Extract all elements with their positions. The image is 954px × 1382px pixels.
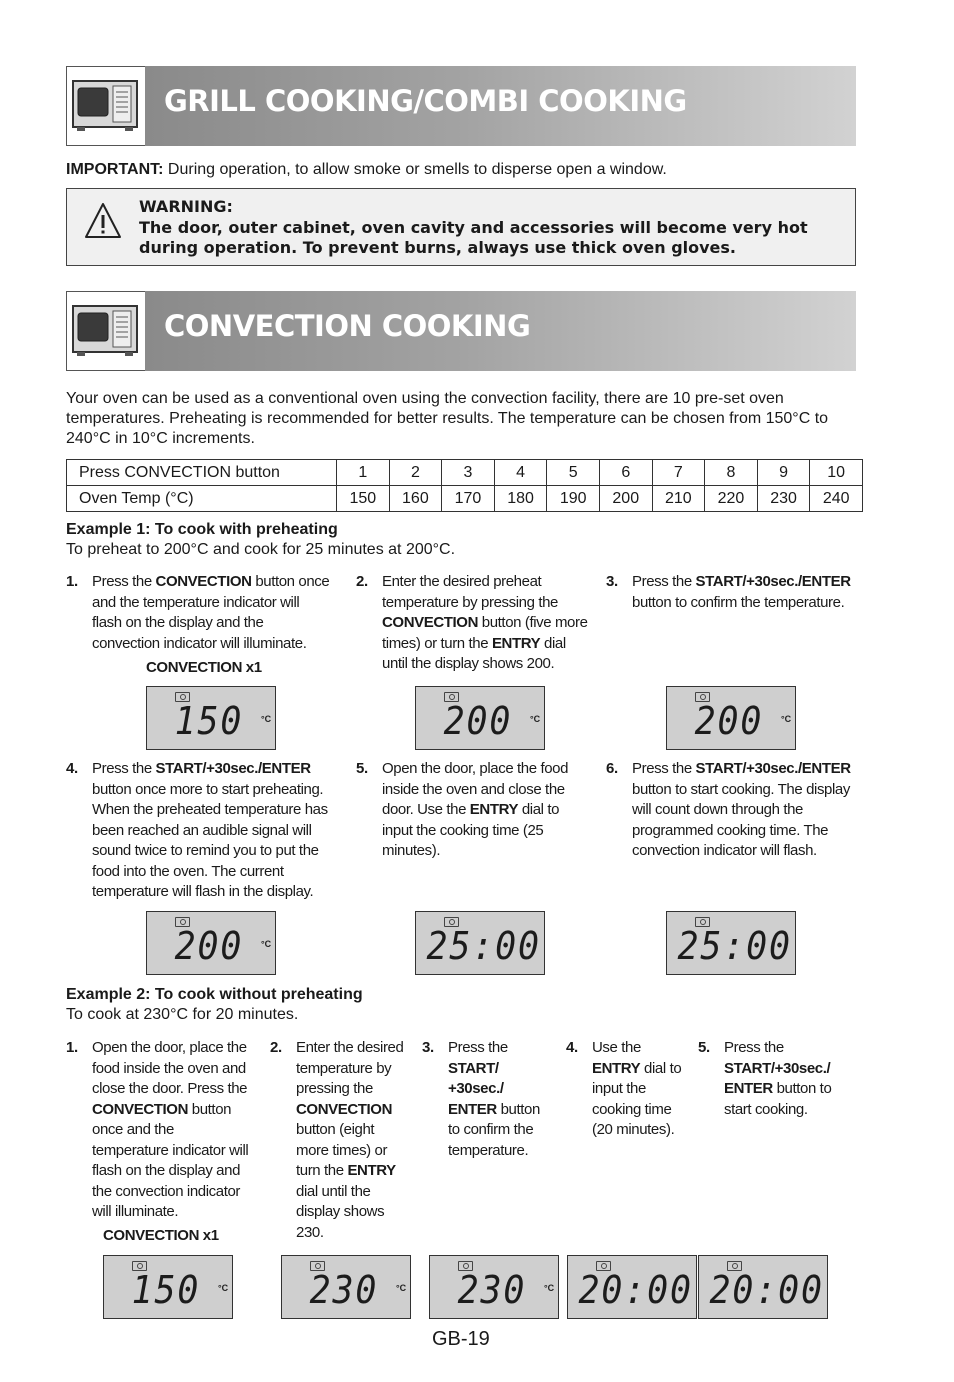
table-cell: 1 xyxy=(337,460,390,486)
step-text: Press the xyxy=(632,573,696,590)
display-unit: °C xyxy=(530,714,541,724)
example2-step xyxy=(566,1038,684,1141)
section-title: CONVECTION COOKING xyxy=(164,309,531,343)
step-text: button once more to start preheating. When the preheated temperature has been reached an audible signal will sound twice to remind you to put the food into the oven. The current temperature will flash in the display. xyxy=(92,780,328,900)
step-number: 1. xyxy=(66,573,78,590)
warning-triangle-icon xyxy=(83,201,123,246)
example2-subtitle: To cook at 230°C for 20 minutes. xyxy=(66,1006,299,1023)
step-text: dial to input the cooking time (25 minutes). xyxy=(382,801,560,859)
display-digits: 20:00 xyxy=(578,1268,693,1312)
example1-step xyxy=(606,759,857,862)
display-digits: 230 xyxy=(309,1268,379,1312)
lcd-display xyxy=(666,686,796,750)
button-name: ENTRY xyxy=(491,634,541,652)
display-digits: 150 xyxy=(131,1268,201,1312)
convection-section-banner xyxy=(66,291,856,371)
table-cell: 7 xyxy=(652,460,705,486)
button-name: START/+30sec./ENTER xyxy=(695,760,851,777)
step-text: Press the xyxy=(724,1039,784,1056)
grill-section-banner xyxy=(66,66,856,146)
step-text: Press the xyxy=(92,760,156,777)
step-number: 4. xyxy=(566,1039,578,1056)
microwave-oven-icon xyxy=(66,291,146,371)
step-text: dial until the display shows 230. xyxy=(296,1182,385,1241)
warning-text: The door, outer cabinet, oven cavity and accessories will become very hot during operation. To prevent burns, always use thick oven gloves. xyxy=(139,218,808,257)
step-number: 6. xyxy=(606,760,618,777)
button-name: ENTRY xyxy=(592,1059,641,1077)
table-cell: 4 xyxy=(494,460,547,486)
display-unit: °C xyxy=(396,1283,407,1293)
button-name: START/+30sec./ENTER xyxy=(155,760,311,777)
lcd-display xyxy=(567,1255,697,1319)
step-text: button to confirm the temperature. xyxy=(632,593,845,611)
display-digits: 200 xyxy=(694,699,764,743)
step-text: button to start cooking. xyxy=(724,1080,832,1118)
display-digits: 200 xyxy=(174,924,244,968)
microwave-oven-icon xyxy=(66,66,146,146)
step-number: 3. xyxy=(606,573,618,590)
example1-step xyxy=(66,572,332,654)
display-unit: °C xyxy=(218,1283,229,1293)
page-number: GB-19 xyxy=(432,1328,490,1350)
example2-step xyxy=(66,1038,252,1223)
display-digits: 150 xyxy=(174,699,244,743)
table-row xyxy=(67,486,863,512)
important-label: IMPORTANT: xyxy=(66,161,164,178)
step-text: button once and the temperature indicator will flash on the display and the convection indicator will illuminate. xyxy=(92,573,330,652)
table-cell: 2 xyxy=(389,460,442,486)
step-text: dial to input the cooking time (20 minutes). xyxy=(592,1059,682,1138)
table-row-label: Oven Temp (°C) xyxy=(67,486,337,512)
example1-heading: Example 1: To cook with preheating xyxy=(66,521,338,538)
table-cell: 5 xyxy=(547,460,600,486)
step-number: 5. xyxy=(698,1039,710,1056)
table-cell: 170 xyxy=(442,486,495,512)
display-digits: 230 xyxy=(457,1268,527,1312)
lcd-display xyxy=(103,1255,233,1319)
table-cell: 210 xyxy=(652,486,705,512)
table-cell: 6 xyxy=(599,460,652,486)
button-name: CONVECTION xyxy=(92,1100,189,1118)
example2-step xyxy=(422,1038,548,1161)
step-text: Enter the desired preheat temperature by pressing the xyxy=(382,573,558,611)
step-text: Use the xyxy=(592,1039,641,1056)
convection-caption: CONVECTION x1 xyxy=(103,1227,219,1244)
table-cell: 230 xyxy=(757,486,810,512)
lcd-display xyxy=(281,1255,411,1319)
warning-heading: WARNING: xyxy=(139,197,233,216)
step-number: 5. xyxy=(356,760,368,777)
example1-subtitle: To preheat to 200°C and cook for 25 minutes at 200°C. xyxy=(66,541,456,558)
table-cell: 150 xyxy=(337,486,390,512)
lcd-display xyxy=(146,911,276,975)
step-number: 3. xyxy=(422,1039,434,1056)
table-cell: 240 xyxy=(810,486,863,512)
lcd-display xyxy=(415,686,545,750)
display-digits: 200 xyxy=(443,699,513,743)
display-unit: °C xyxy=(781,714,792,724)
example2-step xyxy=(698,1038,839,1120)
table-cell: 10 xyxy=(810,460,863,486)
button-name: CONVECTION xyxy=(155,573,252,590)
button-name: ENTRY xyxy=(347,1162,396,1179)
table-row xyxy=(67,460,863,486)
table-cell: 200 xyxy=(599,486,652,512)
example2-heading: Example 2: To cook without preheating xyxy=(66,986,363,1003)
step-text: button to confirm the temperature. xyxy=(448,1100,540,1159)
example2-step xyxy=(270,1038,408,1243)
lcd-display xyxy=(666,911,796,975)
table-cell: 9 xyxy=(757,460,810,486)
table-cell: 220 xyxy=(705,486,758,512)
button-name: CONVECTION xyxy=(382,614,479,631)
step-number: 2. xyxy=(356,573,368,590)
display-digits: 25:00 xyxy=(426,924,541,968)
display-unit: °C xyxy=(261,714,272,724)
button-name: START/+30sec./ENTER xyxy=(695,573,851,590)
display-unit: °C xyxy=(261,939,272,949)
button-name: START/ +30sec./ ENTER xyxy=(448,1059,504,1118)
table-cell: 160 xyxy=(389,486,442,512)
step-text: Press the xyxy=(92,573,156,590)
step-number: 2. xyxy=(270,1039,282,1056)
lcd-display xyxy=(698,1255,828,1319)
step-text: button to start cooking. The display will count down through the programmed cooking time. The convection indicator will flash. xyxy=(632,780,850,859)
table-cell: 3 xyxy=(442,460,495,486)
button-name: CONVECTION xyxy=(296,1100,393,1118)
example1-step xyxy=(66,759,337,903)
important-note xyxy=(66,161,667,179)
step-text: Open the door, place the food inside the oven and close the door. Press the xyxy=(92,1039,248,1097)
button-name: START/+30sec./ ENTER xyxy=(724,1059,831,1097)
intro-paragraph: Your oven can be used as a conventional oven using the convection facility, there are 10 pre-set oven temperatures. Preheating is recommended for better results. The temperature can be chosen from 150°C to 240°C in 10°C increments. xyxy=(66,390,829,447)
step-number: 4. xyxy=(66,760,78,777)
table-row-label: Press CONVECTION button xyxy=(67,460,337,486)
lcd-display xyxy=(429,1255,559,1319)
step-text: button (eight more times) or turn the xyxy=(296,1121,388,1179)
example1-step xyxy=(356,759,577,862)
section-title: GRILL COOKING/COMBI COOKING xyxy=(164,84,687,118)
example1-step xyxy=(356,572,592,675)
display-unit: °C xyxy=(544,1283,555,1293)
step-text: button (five more times) or turn the xyxy=(382,614,588,652)
table-cell: 180 xyxy=(494,486,547,512)
table-cell: 8 xyxy=(705,460,758,486)
lcd-display xyxy=(415,911,545,975)
step-text: Press the xyxy=(632,760,696,777)
display-digits: 20:00 xyxy=(709,1268,824,1312)
important-text: During operation, to allow smoke or smells to disperse open a window. xyxy=(163,161,667,178)
example1-step xyxy=(606,572,862,613)
display-digits: 25:00 xyxy=(677,924,792,968)
step-text: Press the xyxy=(448,1039,508,1056)
button-name: ENTRY xyxy=(469,801,519,818)
step-text: dial until the display shows 200. xyxy=(382,634,566,672)
table-cell: 190 xyxy=(547,486,600,512)
step-text: Enter the desired temperature by pressing the xyxy=(296,1039,404,1097)
convection-caption: CONVECTION x1 xyxy=(146,659,262,676)
warning-box xyxy=(66,188,856,266)
step-number: 1. xyxy=(66,1039,78,1056)
temperature-table xyxy=(66,459,863,512)
lcd-display xyxy=(146,686,276,750)
step-text: Open the door, place the food inside the oven and close the door. Use the xyxy=(382,760,569,818)
step-text: button once and the temperature indicator will flash on the display and the convection indicator will illuminate. xyxy=(92,1100,249,1220)
